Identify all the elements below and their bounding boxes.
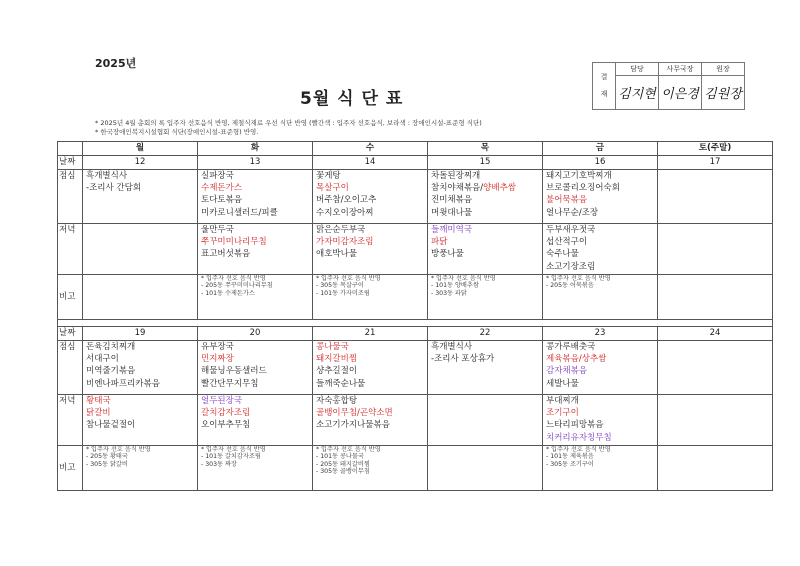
dish-name: 돼지고기호박찌개 [546,171,612,181]
meal-cell [428,395,543,446]
menu-item [201,248,309,260]
note-line-1: * 2025년 4월 총회의 록 입주자 선호음식 반영, 제철식재료 우선 식단 반영 (빨간색 : 입주자 선호음식, 보라색 : 장애인시설-표준형 식단) [95,119,482,127]
menu-item [546,341,654,353]
menu-item [201,353,309,365]
page-title: 5월 식 단 표 [300,89,404,109]
dish-name: 유부장국 [201,342,234,352]
dish-name: -조리사 포상휴가 [431,354,495,365]
menu-item [86,365,194,377]
note-line: - 303동 짜장 [201,460,237,468]
note-line: - 305동 골뱅이무침 [316,468,370,476]
meal-cell [313,395,428,446]
meal-cell [658,395,773,446]
date-cell: 17 [658,156,773,170]
dish-name: 비엔나파프리카볶음 [86,378,160,389]
note-cell [543,446,658,491]
dish-name: 미역줄기볶음 [86,366,136,377]
dish-name: 콩나물국 [316,342,349,352]
meal-cell [83,170,198,224]
note-cell [313,446,428,491]
signature: 김원장 [704,87,742,103]
approval-box [592,62,745,110]
approval-label: 결 재 [593,63,616,110]
note-line: - 303동 파닭 [431,289,467,297]
dish-name: 쭈꾸미미나리무침 [201,237,267,248]
dish-name: 가자미감자조림 [316,237,374,248]
dish-name: 조기구이 [546,408,579,419]
date-cell: 12 [83,156,198,170]
note-line: - 305동 조기구이 [546,460,594,468]
dish-name: 샹추길절이 [316,366,358,377]
dish-name: 섭산적구이 [546,237,588,248]
menu-item [316,341,424,353]
meal-cell [83,341,198,395]
note-line: - 205동 돼지갈비찜 [316,460,370,468]
dish-name: 수지오이장아찌 [316,207,374,218]
approval-role: 담당 [616,63,659,76]
date-cell: 23 [543,327,658,341]
dish-name: 브로콜리오징어숙회 [546,183,620,194]
note-line: * 입주자 선호 음식 반영 [546,275,611,282]
day-header: 월 [83,142,198,156]
dish-name: 맑은순두부국 [316,225,366,235]
menu-item [316,194,424,206]
menu-item [431,248,539,260]
note-cell [428,275,543,320]
note-line: * 입주자 선호 음식 반영 [316,446,381,453]
note-line: - 205동 황태국 [86,453,128,461]
meal-cell [428,170,543,224]
dinner-row [58,395,773,446]
meal-cell [543,341,658,395]
note-cell [198,446,313,491]
dish-name: 세발나물 [546,378,579,389]
note-line: * 입주자 선호 음식 반영 [316,275,381,282]
dish-name: 실파장국 [201,171,234,181]
menu-item [86,170,194,182]
note-row [58,275,773,320]
date-row [58,156,773,170]
menu-item [546,419,654,431]
menu-table [57,141,773,491]
meal-cell [543,224,658,275]
meal-cell [198,224,313,275]
menu-item [431,353,539,365]
dish-name: 해물닝우동샐러드 [201,366,267,377]
date-cell: 21 [313,327,428,341]
row-label-lunch: 점심 [58,341,83,395]
note-cell [658,446,773,491]
meal-cell [658,170,773,224]
menu-item [546,353,654,365]
menu-item [546,432,654,444]
menu-item [546,248,654,260]
meal-cell [313,224,428,275]
menu-item [431,341,539,353]
signature: 이은경 [661,87,699,103]
menu-item [316,170,424,182]
menu-item [431,194,539,206]
menu-item [431,224,539,236]
meal-cell [198,395,313,446]
separator-cell [58,320,773,327]
date-row [58,327,773,341]
dish-name: 머윗대나물 [431,207,473,218]
dish-name: 얼두된장국 [201,396,243,406]
signature-cell [616,76,659,110]
dish-name: 불어묵볶음 [546,195,588,206]
dish-name: 소고기장조림 [546,261,596,272]
dish-name: 돼지갈비찜 [316,354,358,365]
note-line: * 입주자 선호 음식 반영 [201,275,266,282]
dish-name: 들깨죽순나물 [316,378,366,389]
dish-name: 치커리유자칭무침 [546,432,612,443]
menu-item [201,194,309,206]
menu-item [546,194,654,206]
menu-item [201,395,309,407]
dish-name: 제육볶음/상추쌈 [546,354,607,365]
note-cell [83,275,198,320]
menu-item [86,182,194,194]
dish-name: 꽃게탕 [316,171,341,181]
menu-item [431,207,539,219]
meal-cell [83,224,198,275]
menu-item [201,236,309,248]
note-cell [543,275,658,320]
row-label-date: 날짜 [58,327,83,341]
date-cell: 14 [313,156,428,170]
signature-cell [702,76,745,110]
note-line: - 101동 제육볶음 [546,453,594,461]
menu-item [86,341,194,353]
dish-name: 오이부추무침 [201,420,251,431]
menu-item [201,419,309,431]
dish-name: 차돌된장찌개 [431,171,481,181]
menu-item [431,236,539,248]
menu-item [316,395,424,407]
dish-name: 버주참/오이고추 [316,195,377,206]
menu-item [316,182,424,194]
day-header: 금 [543,142,658,156]
dish-name: 감자채볶음 [546,366,588,377]
meal-cell [658,341,773,395]
note-cell [83,446,198,491]
dish-name: 파닭 [431,237,448,248]
menu-item [431,182,539,194]
meal-cell [428,224,543,275]
menu-item [86,419,194,431]
menu-item [316,407,424,419]
dish-name: 수제돈가스 [201,183,243,194]
menu-item [546,395,654,407]
dish-name: 얼나무순/조장 [546,207,599,218]
day-header: 토(주말) [658,142,773,156]
menu-item [316,419,424,431]
menu-item [546,378,654,390]
note-line: * 입주자 선호 음식 반영 [431,275,496,282]
menu-item [316,378,424,390]
date-cell: 24 [658,327,773,341]
day-header: 화 [198,142,313,156]
note-line-2: * 한국장애인복지시설협회 식단(장애인시설-표준형) 반영. [95,128,259,136]
menu-item [201,341,309,353]
menu-item [316,224,424,236]
dish-name: 흑개별식사 [431,342,473,352]
meal-cell [313,170,428,224]
note-line: - 205동 쭈꾸미미나리무침 [201,282,273,290]
dish-name: 돈육김치찌개 [86,342,136,352]
menu-item [546,236,654,248]
dish-name: 갈치감자조림 [201,408,251,419]
note-line: - 101동 수제돈가스 [201,289,255,297]
menu-item [316,207,424,219]
dish-name: 두부새우젓국 [546,225,596,235]
dish-name: 숙주나물 [546,249,579,260]
note-cell [198,275,313,320]
dish-name: 골뱅이무침/곤약소면 [316,408,393,419]
dish-name: 콩가루배춧국 [546,342,596,352]
dish-name: 민지짜장 [201,354,234,365]
dish-name: 울만두국 [201,225,234,235]
dish-name: 방풍나물 [431,249,464,260]
dish-name: 표고버섯볶음 [201,249,251,260]
row-label-lunch: 점심 [58,170,83,224]
note-line: * 입주자 선호 음식 반영 [201,446,266,453]
menu-item [546,207,654,219]
dish-name: 느타리피망볶음 [546,420,604,431]
menu-item [546,407,654,419]
menu-item [201,407,309,419]
day-header: 수 [313,142,428,156]
signature: 김지현 [618,87,656,103]
meal-cell [313,341,428,395]
dish-name: -조리사 간담회 [86,183,142,194]
note-line: - 305동 닭갈비 [86,460,128,468]
menu-item [86,378,194,390]
dish-name: 서대구이 [86,354,119,365]
meal-cell [543,395,658,446]
lunch-row [58,341,773,395]
approval-role: 원장 [702,63,745,76]
dish-name: 양배추쌈 [483,183,516,194]
meal-cell [658,224,773,275]
note-line: * 입주자 선호 음식 반영 [86,446,151,453]
row-label-note: 비고 [58,275,83,320]
note-cell [313,275,428,320]
dish-name: 참나물겉절이 [86,420,136,431]
dish-name: 빨간단무지무침 [201,378,259,389]
date-cell: 15 [428,156,543,170]
approval-role: 사무국장 [659,63,702,76]
menu-item [546,182,654,194]
year-label: 2025년 [95,57,137,70]
menu-item [201,224,309,236]
date-cell: 20 [198,327,313,341]
meal-cell [428,341,543,395]
menu-item [316,365,424,377]
menu-item [316,353,424,365]
menu-item [201,365,309,377]
meal-cell [198,170,313,224]
dish-name: 황태국 [86,396,111,406]
menu-item [546,170,654,182]
menu-item [546,365,654,377]
row-label-note: 비고 [58,446,83,491]
dish-name: 참치야채볶음/ [431,183,484,194]
menu-item [86,353,194,365]
note-line: * 입주자 선호 음식 반영 [546,446,611,453]
menu-item [431,170,539,182]
meal-cell [83,395,198,446]
day-header-row [58,142,773,156]
row-label-dinner: 저녁 [58,395,83,446]
note-line: - 101동 콩나물국 [316,453,364,461]
corner-cell [58,142,83,156]
note-line: - 101동 가자미조림 [316,289,370,297]
row-label-dinner: 저녁 [58,224,83,275]
menu-item [201,182,309,194]
dish-name: 토다토볶음 [201,195,243,206]
row-label-date: 날짜 [58,156,83,170]
dish-name: 진미채볶음 [431,195,473,206]
note-line: - 101동 갈치감자조림 [201,453,261,461]
dish-name: 흑개별식사 [86,171,128,181]
note-cell [428,446,543,491]
meal-cell [198,341,313,395]
meal-cell [543,170,658,224]
note-row [58,446,773,491]
dish-name: 닭갈비 [86,408,111,419]
date-cell: 16 [543,156,658,170]
dish-name: 미카로니샐러드/피클 [201,207,278,218]
dish-name: 자숙홍합탕 [316,396,358,406]
menu-item [316,236,424,248]
signature-cell [659,76,702,110]
note-line: - 205동 어묵볶음 [546,282,594,290]
date-cell: 13 [198,156,313,170]
menu-item [201,170,309,182]
week-separator [58,320,773,327]
dish-name: 목살구이 [316,183,349,194]
dish-name: 애호박나물 [316,249,358,260]
menu-item [546,261,654,273]
dish-name: 부대찌개 [546,396,579,406]
date-cell: 19 [83,327,198,341]
dish-name: 소고기가지나물볶음 [316,420,390,431]
day-header: 목 [428,142,543,156]
dinner-row [58,224,773,275]
lunch-row [58,170,773,224]
menu-item [201,378,309,390]
date-cell: 22 [428,327,543,341]
menu-item [546,224,654,236]
note-line: - 305동 목살구이 [316,282,364,290]
menu-item [316,248,424,260]
menu-item [86,407,194,419]
menu-item [201,207,309,219]
menu-item [86,395,194,407]
note-cell [658,275,773,320]
dish-name: 들깨미역국 [431,225,473,235]
note-line: - 101동 양배추쌈 [431,282,479,290]
